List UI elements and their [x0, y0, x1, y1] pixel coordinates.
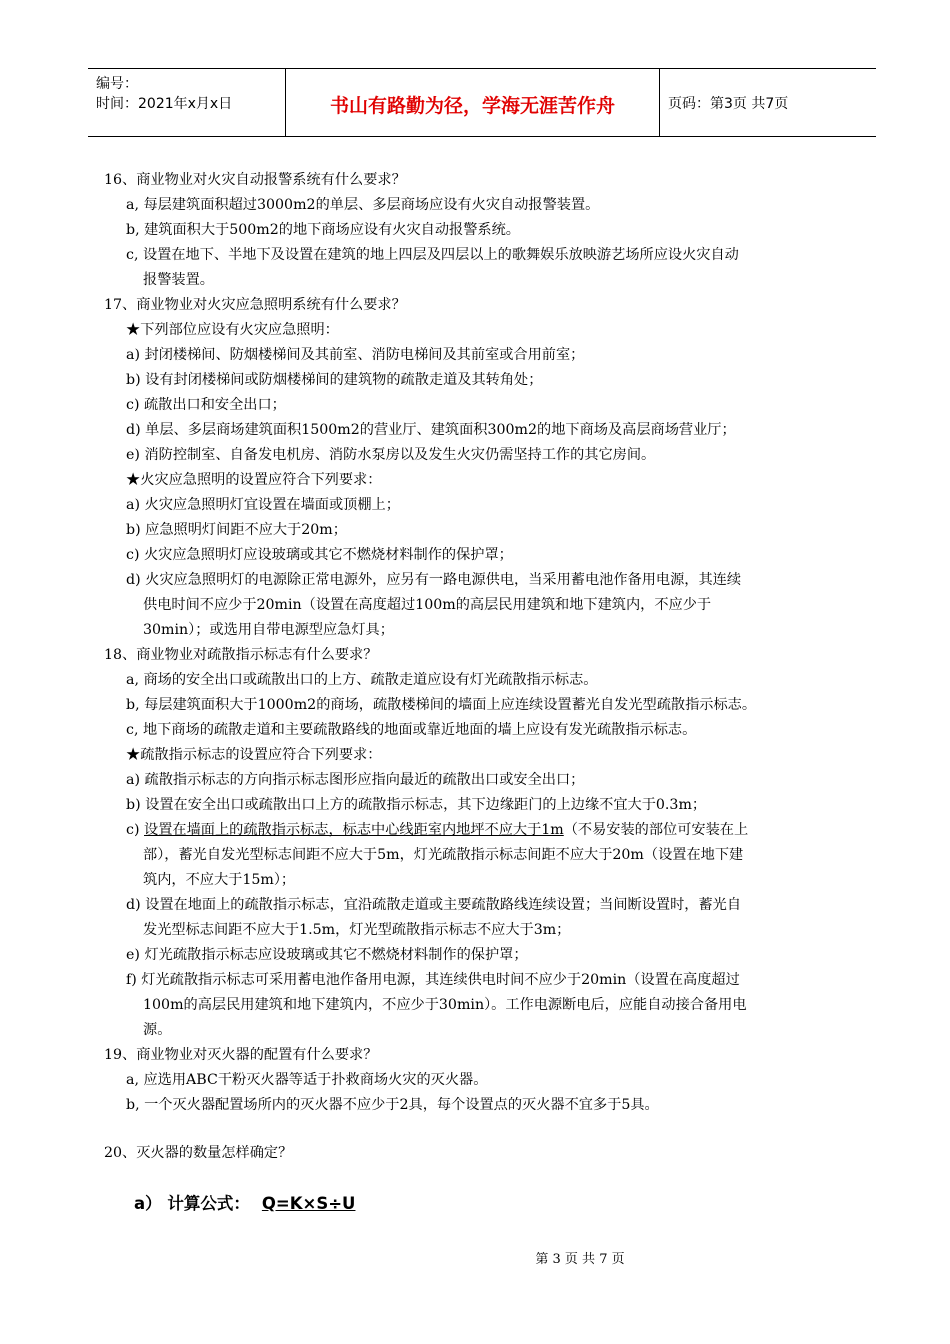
q18-req-d-line1: d) 设置在地面上的疏散指示标志，宜沿疏散走道或主要疏散路线连续设置；当间断设置时，蓄光自 [126, 897, 742, 913]
page-header [88, 68, 876, 137]
q17-req-d-line2: 供电时间不应少于20min（设置在高度超过100m的高层民用建筑和地下建筑内，不应少于 [143, 597, 712, 613]
q17-req-c: c) 火灾应急照明灯应设玻璃或其它不燃烧材料制作的保护罩； [126, 547, 513, 563]
q18-item-a: a, 商场的安全出口或疏散出口的上方、疏散走道应设有灯光疏散指示标志。 [126, 672, 598, 688]
q19-item-a: a, 应选用ABC干粉灭火器等适于扑救商场火灾的灭火器。 [126, 1072, 488, 1088]
q18-req-e: e) 灯光疏散指示标志应设玻璃或其它不燃烧材料制作的保护罩； [126, 947, 528, 963]
q18-req-c-line2: 部），蓄光自发光型标志间距不应大于5m，灯光疏散指示标志间距不应大于20m（设置在地下建 [143, 847, 744, 863]
q17-req-b: b) 应急照明灯间距不应大于20m； [126, 522, 347, 538]
q18-star-heading: ★疏散指示标志的设置应符合下列要求： [126, 747, 382, 763]
q18-item-c: c, 地下商场的疏散走道和主要疏散路线的地面或靠近地面的墙上应设有发光疏散指示标志。 [126, 722, 697, 738]
q17-star-heading-1: ★下列部位应设有火灾应急照明： [126, 322, 339, 338]
q18-item-b: b, 每层建筑面积大于1000m2的商场，疏散楼梯间的墙面上应连续设置蓄光自发光型疏散指示标志。 [126, 697, 757, 713]
q18-req-c-rest: （不易安装的部位可安装在上 [563, 822, 749, 838]
q20-title: 20、灭火器的数量怎样确定？ [104, 1145, 293, 1161]
q18-req-d-line2: 发光型标志间距不应大于1.5m，灯光型疏散指示标志不应大于3m； [143, 922, 571, 938]
q17-req-d-line3: 30min）；或选用自带电源型应急灯具； [143, 622, 394, 638]
header-motto-cell [286, 69, 660, 136]
q17-item-a: a) 封闭楼梯间、防烟楼梯间及其前室、消防电梯间及其前室或合用前室； [126, 347, 585, 363]
q18-req-f-line1: f) 灯光疏散指示标志可采用蓄电池作备用电源，其连续供电时间不应少于20min（设置在高度超过 [126, 972, 740, 988]
q17-item-c: c) 疏散出口和安全出口； [126, 397, 286, 413]
header-left-cell [88, 69, 286, 136]
q18-req-c-prefix: c) [126, 822, 144, 838]
date-label: 时间：2021年x月x日 [96, 96, 233, 112]
q18-req-a: a) 疏散指示标志的方向指示标志图形应指向最近的疏散出口或安全出口； [126, 772, 585, 788]
q16-title: 16、商业物业对火灾自动报警系统有什么要求？ [104, 172, 406, 188]
q18-req-f-line2: 100m的高层民用建筑和地下建筑内，不应少于30min）。工作电源断电后，应能自动接合备用电 [143, 997, 747, 1013]
number-label: 编号： [96, 76, 138, 92]
q17-req-d-line1: d) 火灾应急照明灯的电源除正常电源外，应另有一路电源供电，当采用蓄电池作备用电源，其连续 [126, 572, 742, 588]
q17-title: 17、商业物业对火灾应急照明系统有什么要求？ [104, 297, 406, 313]
q17-item-b: b) 设有封闭楼梯间或防烟楼梯间的建筑物的疏散走道及其转角处； [126, 372, 543, 388]
q18-req-b: b) 设置在安全出口或疏散出口上方的疏散指示标志，其下边缘距门的上边缘不宜大于0.3m； [126, 797, 707, 813]
q20-formula-line [134, 1190, 355, 1214]
q17-item-e: e) 消防控制室、自备发电机房、消防水泵房以及发生火灾仍需坚持工作的其它房间。 [126, 447, 656, 463]
header-right-cell [660, 69, 876, 136]
q16-item-a: a, 每层建筑面积超过3000m2的单层、多层商场应设有火灾自动报警装置。 [126, 197, 600, 213]
q20-formula: Q=K×S÷U [261, 1194, 356, 1213]
q19-title: 19、商业物业对灭火器的配置有什么要求？ [104, 1047, 378, 1063]
q17-req-a: a) 火灾应急照明灯宜设置在墙面或顶棚上； [126, 497, 400, 513]
q18-req-c-line1 [126, 820, 748, 840]
header-motto: 书山有路勤为径，学海无涯苦作舟 [329, 95, 615, 117]
q19-item-b: b, 一个灭火器配置场所内的灭火器不应少于2具，每个设置点的灭火器不宜多于5具。 [126, 1097, 659, 1113]
q18-title: 18、商业物业对疏散指示标志有什么要求？ [104, 647, 378, 663]
q18-req-c-line3: 筑内，不应大于15m）； [143, 872, 296, 888]
q16-item-c-line1: c, 设置在地下、半地下及设置在建筑的地上四层及四层以上的歌舞娱乐放映游艺场所应设火灾自动 [126, 247, 739, 263]
page-footer: 第 3 页 共 7 页 [535, 1252, 625, 1267]
q17-star-heading-2: ★火灾应急照明的设置应符合下列要求： [126, 472, 382, 488]
q16-item-b: b, 建筑面积大于500m2的地下商场应设有火灾自动报警系统。 [126, 222, 520, 238]
q16-item-c-line2: 报警装置。 [143, 272, 214, 288]
q20-formula-label: a） 计算公式： [134, 1194, 250, 1213]
q17-item-d: d) 单层、多层商场建筑面积1500m2的营业厅、建筑面积300m2的地下商场及高层商场营业厅； [126, 422, 736, 438]
q18-req-f-line3: 源。 [143, 1022, 172, 1038]
q18-req-c-underlined: 设置在墙面上的疏散指示标志，标志中心线距室内地坪不应大于1m [144, 822, 564, 838]
header-page-info: 页码：第3页 共7页 [668, 96, 789, 112]
